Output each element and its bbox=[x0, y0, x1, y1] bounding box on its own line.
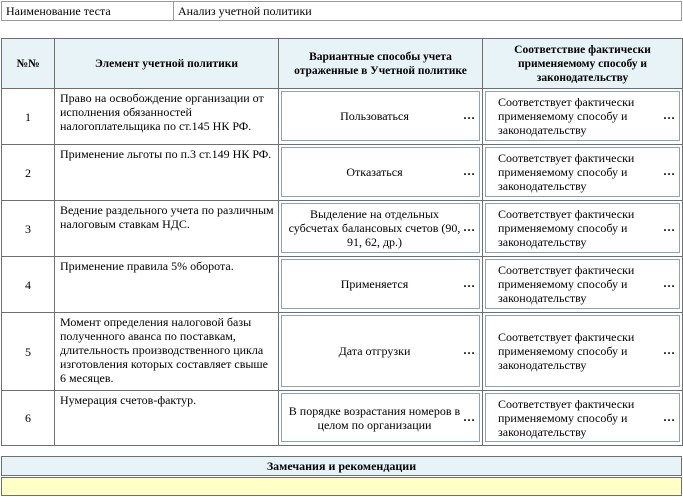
test-name-row bbox=[1, 1, 682, 21]
ellipsis-icon[interactable]: … bbox=[463, 275, 474, 290]
variant-selector[interactable] bbox=[281, 259, 480, 309]
row-element: Применение льготы по п.3 ст.149 НК РФ. bbox=[55, 145, 279, 201]
compliance-selector[interactable] bbox=[485, 393, 680, 442]
header-variants: Вариантные способы учета отраженные в Учетной политике bbox=[279, 39, 483, 89]
row-element: Ведение раздельного учета по различным налоговым ставкам НДС. bbox=[55, 201, 279, 257]
compliance-value: Соответствует фактически применяемому способу и законодательству bbox=[498, 95, 635, 137]
row-num: 1 bbox=[2, 89, 55, 145]
ellipsis-icon[interactable]: … bbox=[463, 409, 474, 424]
row-num: 5 bbox=[2, 313, 55, 391]
ellipsis-icon[interactable]: … bbox=[663, 342, 674, 357]
variant-selector[interactable] bbox=[281, 203, 480, 253]
variant-selector[interactable] bbox=[281, 393, 480, 442]
variant-value: В порядке возрастания номеров в целом по организации bbox=[288, 403, 461, 432]
compliance-value: Соответствует фактически применяемому способу и законодательству bbox=[498, 207, 635, 249]
variant-value: Выделение на отдельных субсчетах балансовых счетов (90, 91, 62, др.) bbox=[288, 207, 461, 249]
variant-value: Применяется bbox=[340, 277, 409, 291]
ellipsis-icon[interactable]: … bbox=[463, 107, 474, 122]
table-header-row bbox=[2, 39, 683, 89]
test-name-value[interactable]: Анализ учетной политики bbox=[178, 4, 312, 18]
row-element: Применение правила 5% оборота. bbox=[55, 257, 279, 313]
ellipsis-icon[interactable]: … bbox=[463, 342, 474, 357]
table-row bbox=[2, 313, 683, 391]
compliance-selector[interactable] bbox=[485, 259, 680, 309]
row-num: 6 bbox=[2, 391, 55, 446]
ellipsis-icon[interactable]: … bbox=[663, 219, 674, 234]
row-num: 4 bbox=[2, 257, 55, 313]
compliance-selector[interactable] bbox=[485, 203, 680, 253]
variant-selector[interactable] bbox=[281, 147, 480, 197]
remarks-input[interactable] bbox=[1, 477, 682, 496]
variant-selector[interactable] bbox=[281, 91, 480, 141]
remarks-header: Замечания и рекомендации bbox=[1, 456, 682, 476]
row-element: Право на освобождение организации от исполнения обязанностей налогоплательщика по ст.145 НК РФ. bbox=[55, 89, 279, 145]
table-row bbox=[2, 89, 683, 145]
compliance-selector[interactable] bbox=[485, 91, 680, 141]
ellipsis-icon[interactable]: … bbox=[663, 163, 674, 178]
compliance-value: Соответствует фактически применяемому способу и законодательству bbox=[498, 151, 635, 193]
ellipsis-icon[interactable]: … bbox=[663, 275, 674, 290]
ellipsis-icon[interactable]: … bbox=[463, 219, 474, 234]
accounting-policy-table bbox=[1, 38, 683, 446]
table-row bbox=[2, 201, 683, 257]
ellipsis-icon[interactable]: … bbox=[663, 409, 674, 424]
table-row bbox=[2, 145, 683, 201]
test-name-label: Наименование теста bbox=[2, 2, 174, 20]
row-num: 3 bbox=[2, 201, 55, 257]
compliance-value: Соответствует фактически применяемому способу и законодательству bbox=[498, 263, 635, 305]
header-compliance: Соответствие фактически применяемому способу и законодательству bbox=[483, 39, 683, 89]
compliance-value: Соответствует фактически применяемому способу и законодательству bbox=[498, 330, 635, 372]
header-element: Элемент учетной политики bbox=[55, 39, 279, 89]
row-element: Момент определения налоговой базы полученного аванса по поставкам, длительность производственного цикла изготовления которых составляет свыше 6 месяцев. bbox=[55, 313, 279, 391]
ellipsis-icon[interactable]: … bbox=[663, 107, 674, 122]
row-element: Нумерация счетов-фактур. bbox=[55, 391, 279, 446]
ellipsis-icon[interactable]: … bbox=[463, 163, 474, 178]
variant-value: Пользоваться bbox=[340, 109, 409, 123]
compliance-selector[interactable] bbox=[485, 315, 680, 387]
compliance-selector[interactable] bbox=[485, 147, 680, 197]
table-row bbox=[2, 257, 683, 313]
table-row bbox=[2, 391, 683, 446]
row-num: 2 bbox=[2, 145, 55, 201]
variant-value: Дата отгрузки bbox=[338, 344, 411, 358]
variant-selector[interactable] bbox=[281, 315, 480, 387]
compliance-value: Соответствует фактически применяемому способу и законодательству bbox=[498, 396, 635, 439]
header-num: №№ bbox=[2, 39, 55, 89]
variant-value: Отказаться bbox=[346, 165, 403, 179]
